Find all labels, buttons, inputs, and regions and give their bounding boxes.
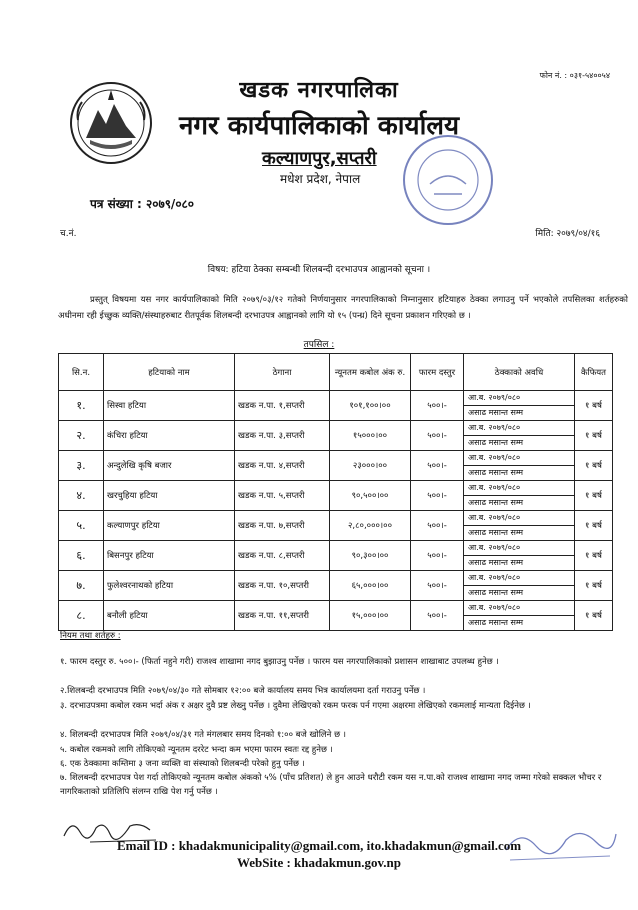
cell-sn: ४. <box>59 481 104 511</box>
cell-name: अन्दुलेखि कृषि बजार <box>104 451 235 481</box>
cell-sn: ५. <box>59 511 104 541</box>
cell-name: बनौली हटिया <box>104 601 235 631</box>
period-fiscal-year: आ.ब. २०७९/०८० <box>464 601 574 616</box>
table-row <box>59 601 613 631</box>
cell-remarks: १ बर्ष <box>575 421 613 451</box>
cell-amount: १५०००।०० <box>330 421 411 451</box>
period-end: असाढ मसान्त सम्म <box>468 498 524 507</box>
cell-amount: ९०,५००।०० <box>330 481 411 511</box>
province-name: मधेश प्रदेश, नेपाल <box>280 172 361 186</box>
cell-remarks: १ बर्ष <box>575 541 613 571</box>
table-row <box>59 451 613 481</box>
cell-amount: १५,०००।०० <box>330 601 411 631</box>
rules-heading: नियम तथा शर्तहरु : <box>60 631 121 641</box>
table-row <box>59 421 613 451</box>
bid-items-table <box>58 353 613 631</box>
table-row <box>59 511 613 541</box>
cell-name: फुलेश्वरनाथको हटिया <box>104 571 235 601</box>
cell-sn: ७. <box>59 571 104 601</box>
email-label: Email ID : <box>116 838 176 853</box>
office-stamp-icon <box>400 132 496 228</box>
period-end: असाढ मसान्त सम्म <box>468 588 524 597</box>
cell-period <box>464 421 575 451</box>
cell-place: खडक न.पा. १,सप्तरी <box>235 391 330 421</box>
website-label: WebSite : <box>236 855 291 870</box>
period-end: असाढ मसान्त सम्म <box>468 558 524 567</box>
cell-remarks: १ बर्ष <box>575 601 613 631</box>
header-amount: न्यूनतम कबोल अंक रु. <box>330 354 411 391</box>
cell-sn: २. <box>59 421 104 451</box>
rule-item: ६. एक ठेक्कामा कम्तिमा ३ जना व्यक्ति वा संस्थाको शिलबन्दी परेको हुनु पर्नेछ । <box>60 759 305 769</box>
header-fee: फारम दस्तुर <box>411 354 464 391</box>
cell-fee: ५००।- <box>411 511 464 541</box>
cell-place: खडक न.पा. ४,सप्तरी <box>235 451 330 481</box>
details-heading: तपसिल : <box>303 340 335 350</box>
letter-number: पत्र संख्या : २०७९/०८० <box>90 197 195 211</box>
cell-period <box>464 601 575 631</box>
subject-line: विषय: हटिया ठेक्का सम्बन्धी शिलबन्दी दरभाउपत्र आह्वानको सूचना । <box>207 265 431 275</box>
municipality-name: खडक नगरपालिका <box>239 78 399 103</box>
period-fiscal-year: आ.ब. २०७९/०८० <box>464 511 574 526</box>
table-row <box>59 391 613 421</box>
office-name: नगर कार्यपालिकाको कार्यालय <box>178 111 460 141</box>
notice-body: प्रस्तुत् विषयमा यस नगर कार्यपालिकाको मिति २०७९/०३/१२ गतेको निर्णयानुसार नगरपालिकाको निम्नानुसार हटियाहरु ठेक्का लगाउनु पर्ने भएकोले तपसिलका शर्तहरुको अधीनमा रही ईच्छुक व्यक्ति/संस्थाहरुबाट रीतपूर्वक शिलबन्दी दरभाउपत्र आह्वानको लागि यो १५ (पन्ध्र) दिने सूचना प्रकाशन गरिएको छ । <box>58 295 628 321</box>
cell-remarks: १ बर्ष <box>575 571 613 601</box>
cell-fee: ५००।- <box>411 541 464 571</box>
cell-period <box>464 541 575 571</box>
cell-sn: ३. <box>59 451 104 481</box>
cell-amount: २३०००।०० <box>330 451 411 481</box>
period-end: असाढ मसान्त सम्म <box>468 468 524 477</box>
cell-sn: ६. <box>59 541 104 571</box>
cell-fee: ५००।- <box>411 391 464 421</box>
period-end: असाढ मसान्त सम्म <box>468 438 524 447</box>
cell-place: खडक न.पा. ११,सप्तरी <box>235 601 330 631</box>
rule-item: १. फारम दस्तुर रु. ५००।- (फिर्ता नहुने गरी) राजश्व शाखामा नगद बुझाउनु पर्नेछ । फारम यस नगरपालिकाको प्रशासन शाखाबाट उपलब्ध हुनेछ । <box>60 657 499 667</box>
cell-name: खरचुहिया हटिया <box>104 481 235 511</box>
rule-item: ४. शिलबन्दी दरभाउपत्र मिति २०७९/०४/३१ गते मंगलबार समय दिनको १:०० बजे खोलिने छ । <box>60 730 346 740</box>
cell-sn: १. <box>59 391 104 421</box>
rule-item: ३. दरभाउपत्रमा कबोल रकम भर्दा अंक र अक्षर दुवै प्रष्ट लेख्नु पर्नेछ । दुवैमा लेखिएको रकम फरक पर्न गएमा अक्षरमा लेखिएको रकमलाई मान्यता दिईनेछ । <box>60 701 531 711</box>
cell-name: कल्याणपुर हटिया <box>104 511 235 541</box>
period-fiscal-year: आ.ब. २०७९/०८० <box>464 391 574 406</box>
period-fiscal-year: आ.ब. २०७९/०८० <box>464 541 574 556</box>
cell-sn: ८. <box>59 601 104 631</box>
dispatch-number-label: च.नं. <box>60 229 77 239</box>
footer-website <box>0 855 638 871</box>
header-remarks: कैफियत <box>575 354 613 391</box>
cell-remarks: १ बर्ष <box>575 481 613 511</box>
office-location: कल्याणपुर,सप्तरी <box>262 148 377 169</box>
table-row <box>59 481 613 511</box>
period-end: असाढ मसान्त सम्म <box>468 618 524 627</box>
cell-period <box>464 481 575 511</box>
header-name: हटियाको नाम <box>104 354 235 391</box>
cell-place: खडक न.पा. ३,सप्तरी <box>235 421 330 451</box>
period-fiscal-year: आ.ब. २०७९/०८० <box>464 571 574 586</box>
table-row <box>59 541 613 571</box>
header-sn: सि.न. <box>59 354 104 391</box>
cell-name: सिस्वा हटिया <box>104 391 235 421</box>
website-value[interactable]: khadakmun.gov.np <box>294 855 401 870</box>
cell-place: खडक न.पा. १०,सप्तरी <box>235 571 330 601</box>
table-header-row <box>59 354 613 391</box>
cell-period <box>464 451 575 481</box>
cell-amount: ९०,३००।०० <box>330 541 411 571</box>
email-value[interactable]: khadakmunicipality@gmail.com, ito.khadakmun@gmail.com <box>178 838 522 853</box>
cell-remarks: १ बर्ष <box>575 511 613 541</box>
period-fiscal-year: आ.ब. २०७९/०८० <box>464 481 574 496</box>
cell-period <box>464 511 575 541</box>
cell-amount: ६५,०००।०० <box>330 571 411 601</box>
cell-period <box>464 571 575 601</box>
table-row <box>59 571 613 601</box>
cell-place: खडक न.पा. ७,सप्तरी <box>235 511 330 541</box>
cell-remarks: १ बर्ष <box>575 451 613 481</box>
header-place: ठेगाना <box>235 354 330 391</box>
cell-place: खडक न.पा. ८,सप्तरी <box>235 541 330 571</box>
cell-fee: ५००।- <box>411 451 464 481</box>
cell-period <box>464 391 575 421</box>
period-end: असाढ मसान्त सम्म <box>468 408 524 417</box>
cell-place: खडक न.पा. ५,सप्तरी <box>235 481 330 511</box>
cell-remarks: १ बर्ष <box>575 391 613 421</box>
cell-fee: ५००।- <box>411 601 464 631</box>
rule-item: २.शिलबन्दी दरभाउपत्र मिति २०७९/०४/३० गते सोमबार १२:०० बजे कार्यालय समय भित्र कार्यालयमा दर्ता गराउनु पर्नेछ । <box>60 686 426 696</box>
rule-item: ५. कबोल रकमको लागि तोकिएको न्यूनतम दररेट भन्दा कम भएमा फारम स्वतः रद्द हुनेछ । <box>60 745 333 755</box>
header-period: ठेक्काको अवधि <box>464 354 575 391</box>
cell-amount: १०१,१००।०० <box>330 391 411 421</box>
cell-fee: ५००।- <box>411 481 464 511</box>
cell-name: कंचिरा हटिया <box>104 421 235 451</box>
phone-number: फोन नं. : ०३१-५४००५४ <box>539 71 610 80</box>
cell-fee: ५००।- <box>411 421 464 451</box>
rule-item: ७. शिलबन्दी दरभाउपत्र पेश गर्दा तोकिएको न्यूनतम कबोल अंकको ५% (पाँच प्रतिशत) ले हुन आउने धरौटी रकम यस न.पा.को राजश्व शाखामा नगद जम्मा गरेको सक्कल भौचर र नागरिकताको प्रतिलिपि संलग्न राखि पेश गर्नु पर्नेछ । <box>60 773 602 797</box>
footer-email <box>0 838 638 854</box>
period-fiscal-year: आ.ब. २०७९/०८० <box>464 421 574 436</box>
cell-fee: ५००।- <box>411 571 464 601</box>
cell-name: बिसनपुर हटिया <box>104 541 235 571</box>
period-end: असाढ मसान्त सम्म <box>468 528 524 537</box>
period-fiscal-year: आ.ब. २०७९/०८० <box>464 451 574 466</box>
letter-date: मिति: २०७९/०४/१६ <box>535 229 600 239</box>
cell-amount: २,८०,०००।०० <box>330 511 411 541</box>
